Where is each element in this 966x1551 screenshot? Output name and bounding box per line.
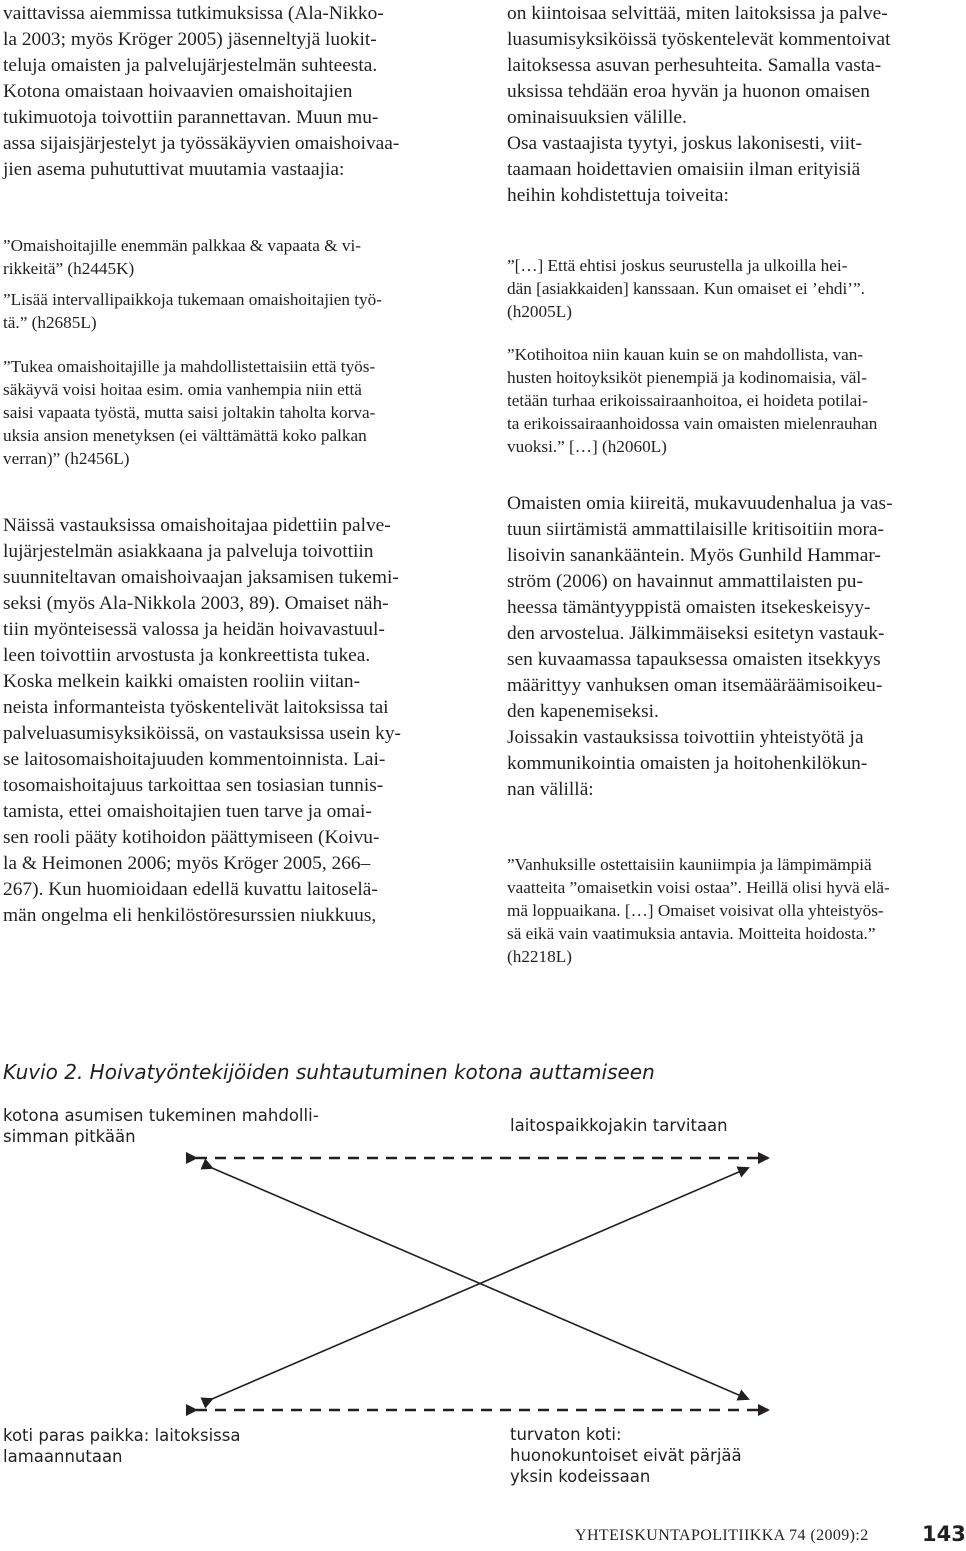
figure-title: Kuvio 2. Hoivatyöntekijöiden suhtautuminen kotona auttamiseen	[3, 1060, 655, 1084]
text-line: tiin myönteisessä valossa ja heidän hoivavastuul-	[3, 619, 385, 640]
text-line: seksi (myös Ala-Nikkola 2003, 89). Omaiset näh-	[3, 593, 389, 614]
quote-line: dän [asiakkaiden] kanssaan. Kun omaiset ei ’ehdi’”.	[507, 279, 865, 298]
figure-label-line: kotona asumisen tukeminen mahdolli-	[3, 1106, 319, 1125]
text-line: heessa tämäntyyppistä omaisten itsekeskeisyy-	[507, 597, 871, 618]
quote-line: rikkeitä” (h2445K)	[3, 259, 135, 278]
text-line: lisoivin sanankääntein. Myös Gunhild Hammar-	[507, 545, 881, 566]
text-line: jien asema puhututtivat muutamia vastaajia:	[3, 159, 345, 180]
text-line: la & Heimonen 2006; myös Kröger 2005, 266–	[3, 853, 371, 874]
text-line: heihin kohdistettuja toiveita:	[507, 185, 729, 206]
text-line: assa sijaisjärjestelyt ja työssäkäyvien omaishoivaa-	[3, 133, 400, 154]
text-line: suunniteltavan omaishoivaajan jaksamisen tukemi-	[3, 567, 399, 588]
text-line: vaittavissa aiemmissa tutkimuksissa (Ala-Nikko-	[3, 3, 384, 24]
text-line: uksissa tehdään eroa hyvän ja huonon omaisen	[507, 81, 870, 102]
quote-line: husten hoitoyksiköt pienempiä ja kodinomaisia, väl-	[507, 368, 867, 387]
page-number: 143	[922, 1522, 966, 1546]
quote-line: uksia ansion menetyksen (ei välttämättä koko palkan	[3, 426, 367, 445]
text-line: on kiintoisaa selvittää, miten laitoksissa ja palve-	[507, 3, 888, 24]
text-line: palveluasumisyksiköissä, on vastauksissa usein ky-	[3, 723, 402, 744]
quote-line: tä.” (h2685L)	[3, 313, 97, 332]
text-line: taamaan hoidettavien omaisiin ilman erityisiä	[507, 159, 861, 180]
quote-line: vuoksi.” […] (h2060L)	[507, 437, 667, 456]
text-line: ström (2006) on havainnut ammattilaisten pu-	[507, 571, 863, 592]
text-line: tukimuotoja toivottiin parannettavan. Muun mu-	[3, 107, 379, 128]
figure-label-top-right	[510, 1115, 728, 1136]
text-line: Kotona omaistaan hoivaavien omaishoitajien	[3, 81, 353, 102]
text-line: määrittyy vanhuksen oman itsemääräämisoikeu-	[507, 675, 883, 696]
figure-label-line: simman pitkään	[3, 1127, 136, 1146]
figure-label-line: turvaton koti:	[510, 1425, 622, 1444]
figure-label-line: lamaannutaan	[3, 1447, 123, 1466]
quote-line: ”Vanhuksille ostettaisiin kauniimpia ja lämpimämpiä	[507, 855, 872, 874]
footer-journal: YHTEISKUNTAPOLITIIKKA 74 (2009):2	[575, 1527, 869, 1544]
text-line: män ongelma eli henkilöstöresurssien niukkuus,	[3, 905, 377, 926]
text-line: den kapenemiseksi.	[507, 701, 659, 722]
text-line: Omaisten omia kiireitä, mukavuudenhalua ja vas-	[507, 493, 893, 514]
text-line: lujärjestelmän asiakkaana ja palveluja toivottiin	[3, 541, 374, 562]
figure-label-line: yksin kodeissaan	[510, 1467, 651, 1486]
text-line: teluja omaisten ja palvelujärjestelmän suhteesta.	[3, 55, 378, 76]
quote-line: sä eikä vain vaatimuksia antavia. Moitteita hoidosta.”	[507, 924, 876, 943]
text-line: la 2003; myös Kröger 2005) jäsenneltyjä luokit-	[3, 29, 377, 50]
quote-line: verran)” (h2456L)	[3, 449, 130, 468]
text-line: Joissakin vastauksissa toivottiin yhteistyötä ja	[507, 727, 864, 748]
text-line: neista informanteista työskentelivät laitoksissa tai	[3, 697, 389, 718]
quote-line: tetään turhaa erikoissairaanhoitoa, ei hoideta potilai-	[507, 391, 868, 410]
quote-line: saisi vapaata työstä, mutta saisi joltakin taholta korva-	[3, 403, 376, 422]
quote-line: ”Omaishoitajille enemmän palkkaa & vapaata & vi-	[3, 236, 361, 255]
figure-diagram	[0, 1140, 960, 1430]
figure-label-bottom-right	[510, 1424, 742, 1487]
text-line: ominaisuuksien välille.	[507, 107, 687, 128]
text-line: sen rooli pääty kotihoidon päättymiseen (Koivu-	[3, 827, 380, 848]
text-line: 267). Kun huomioidaan edellä kuvattu laitoselä-	[3, 879, 378, 900]
figure-label-bottom-left	[3, 1425, 240, 1467]
quote-line: (h2005L)	[507, 302, 572, 321]
quote-line: ”Kotihoitoa niin kauan kuin se on mahdollista, van-	[507, 345, 864, 364]
text-line: tamista, ettei omaishoitajien tuen tarve ja omai-	[3, 801, 372, 822]
text-line: den arvostelua. Jälkimmäiseksi esitetyn vastauk-	[507, 623, 885, 644]
text-line: nan välillä:	[507, 779, 594, 800]
text-line: tuun siirtämistä ammattilaisille kritisoitiin mora-	[507, 519, 884, 540]
figure-label-line: laitospaikkojakin tarvitaan	[510, 1116, 728, 1135]
quote-line: ”Tukea omaishoitajille ja mahdollistettaisiin että työs-	[3, 357, 376, 376]
quote-line: vaatteita ”omaisetkin voisi ostaa”. Heillä olisi hyvä elä-	[507, 878, 890, 897]
text-line: tosomaishoitajuus tarkoittaa sen tosiasian tunnis-	[3, 775, 384, 796]
text-line: sen kuvaamassa tapauksessa omaisten itsekkyys	[507, 649, 881, 670]
quote-line: mä loppuaikana. […] Omaiset voisivat olla yhteistyös-	[507, 901, 884, 920]
text-line: kommunikointia omaisten ja hoitohenkilökun-	[507, 753, 868, 774]
quote-line: ”[…] Että ehtisi joskus seurustella ja ulkoilla hei-	[507, 256, 848, 275]
figure-label-line: koti paras paikka: laitoksissa	[3, 1426, 241, 1445]
quote-line: (h2218L)	[507, 947, 572, 966]
text-line: laitoksessa asuvan perhesuhteita. Samalla vasta-	[507, 55, 882, 76]
text-line: Näissä vastauksissa omaishoitajaa pidettiin palve-	[3, 515, 391, 536]
figure-label-line: huonokuntoiset eivät pärjää	[510, 1446, 742, 1465]
text-line: Osa vastaajista tyytyi, joskus lakonisesti, viit-	[507, 133, 862, 154]
quote-line: ”Lisää intervallipaikkoja tukemaan omaishoitajien työ-	[3, 290, 382, 309]
text-line: leen toivottiin arvostusta ja konkreettista tukea.	[3, 645, 371, 666]
text-line: luasumisyksiköissä työskentelevät kommentoivat	[507, 29, 891, 50]
quote-line: ta erikoissairaanhoidossa vain omaisten mielenrauhan	[507, 414, 878, 433]
text-line: Koska melkein kaikki omaisten rooliin viitan-	[3, 671, 361, 692]
text-line: se laitosomaishoitajuuden kommentoinnista. Lai-	[3, 749, 386, 770]
quote-line: säkäyvä voisi hoitaa esim. omia vanhempia niin että	[3, 380, 362, 399]
